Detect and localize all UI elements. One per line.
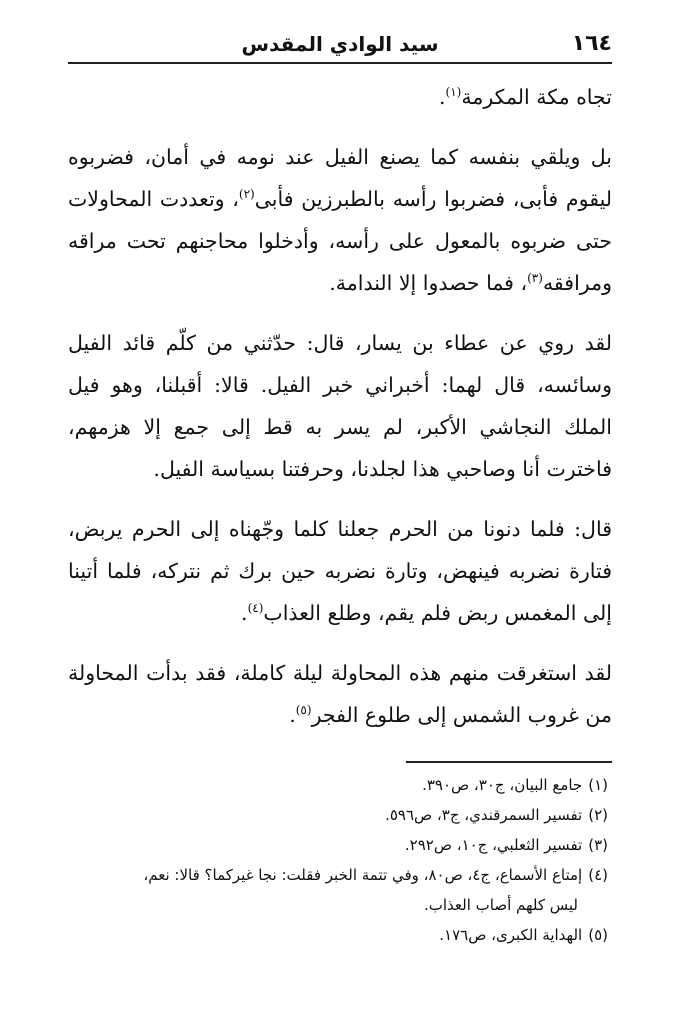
- footnote-text: تفسير الثعلبي، ج١٠، ص٢٩٢.: [404, 836, 583, 854]
- footnote-text: إمتاع الأسماع، ج٤، ص٨٠، وفي تتمة الخبر فقلت: نجا غيركما؟ قالا: نعم،: [143, 866, 583, 884]
- footnote-4: [68, 860, 608, 920]
- paragraph-5-tail: .: [289, 703, 296, 727]
- footnotes: [68, 770, 608, 950]
- footnote-ref-1: (١): [445, 85, 462, 100]
- footnote-number: (٤): [588, 866, 608, 884]
- running-header: [68, 28, 612, 64]
- footnote-ref-2: (٢): [238, 187, 255, 202]
- footnote-text: تفسير السمرقندي، ج٣، ص٥٩٦.: [385, 806, 583, 824]
- paragraph-2-part-3: ، فما حصدوا إلا الندامة.: [329, 271, 528, 295]
- footnote-ref-5: (٥): [295, 703, 312, 718]
- paragraph-5-text: لقد استغرقت منهم هذه المحاولة ليلة كاملة، فقد بدأت المحاولة من غروب الشمس إلى طلوع الفجر: [68, 661, 612, 727]
- footnote-number: (٢): [588, 806, 608, 824]
- footnote-continuation: ليس كلهم أصاب العذاب.: [423, 896, 578, 914]
- page-number: ١٦٤: [571, 31, 612, 56]
- footnote-number: (١): [588, 776, 608, 794]
- footnote-separator: [406, 761, 612, 763]
- footnote-ref-4: (٤): [247, 601, 264, 616]
- footnote-5: [68, 920, 608, 950]
- paragraph-2: [68, 136, 612, 304]
- footnote-number: (٥): [588, 926, 608, 944]
- main-text: [68, 76, 612, 754]
- footnote-number: (٣): [588, 836, 608, 854]
- paragraph-4-text: قال: فلما دنونا من الحرم جعلنا كلما وجّهناه إلى الحرم يربض، فتارة نضربه فينهض، وتارة نضربه حين برك ثم نتركه، فلما أتينا إلى المغمس ربض فلم يقم، وطلع العذاب: [68, 517, 612, 625]
- footnote-2: [68, 800, 608, 830]
- footnote-ref-3: (٣): [527, 271, 543, 286]
- paragraph-1-tail: .: [438, 85, 446, 109]
- paragraph-4-tail: .: [241, 601, 248, 625]
- running-title: سيد الوادي المقدس: [241, 32, 439, 56]
- footnote-1: [68, 770, 608, 800]
- paragraph-1: [68, 76, 612, 118]
- paragraph-4: [68, 508, 612, 634]
- paragraph-1-text: تجاه مكة المكرمة: [461, 85, 612, 109]
- paragraph-3: [68, 322, 612, 490]
- paragraph-5: [68, 652, 612, 736]
- footnote-text: جامع البيان، ج٣٠، ص٣٩٠.: [422, 776, 583, 794]
- footnote-3: [68, 830, 608, 860]
- paragraph-2-part-2: ، وتعددت المحاولات حتى ضربوه بالمعول على رأسه، وأدخلوا محاجنهم تحت مراقه ومرافقه: [68, 187, 612, 295]
- footnote-text: الهداية الكبرى، ص١٧٦.: [439, 926, 583, 944]
- paragraph-3-text: لقد روي عن عطاء بن يسار، قال: حدّثني من كلّم قائد الفيل وسائسه، قال لهما: أخبراني خبر الفيل. قالا: أقبلنا، وهو فيل الملك النجاشي الأكبر، لم يسر به قط إلى جمع إلا هزمهم، فاخترت أنا وصاحبي هذا لجلدنا، وحرفتنا بسياسة الفيل.: [68, 331, 612, 481]
- paragraph-2-part-1: بل ويلقي بنفسه كما يصنع الفيل عند نومه في أمان، فضربوه ليقوم فأبى، فضربوا رأسه بالطبرزين فأبى: [68, 145, 613, 211]
